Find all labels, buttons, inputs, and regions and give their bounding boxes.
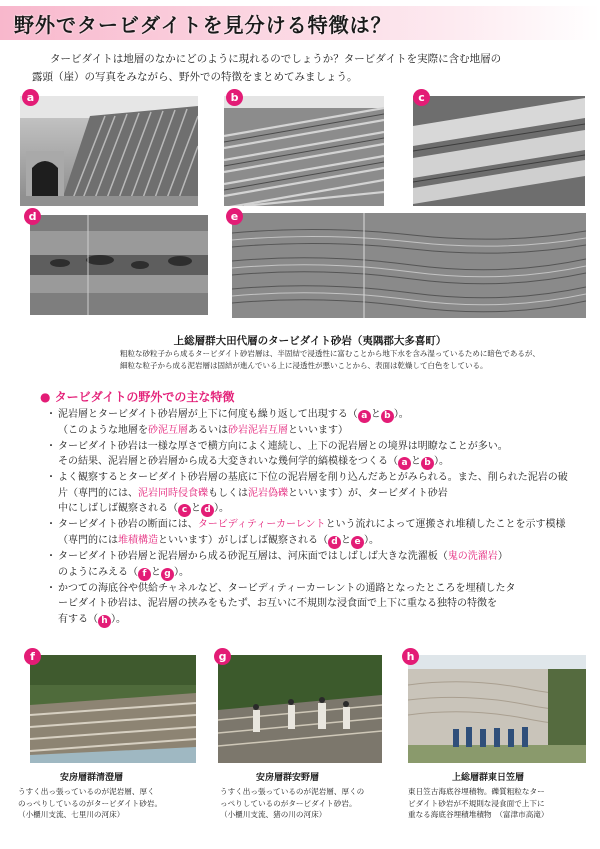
photo-e (232, 213, 586, 318)
feature-item: ・ かつての海底谷や供給チャネルなど、タービディティーカーレントの通路となったところを埋積したタ (58, 581, 568, 597)
photo-d (30, 215, 208, 315)
main-caption-line: 細粒な粒子から成る泥岩層は固結が進んでいる上に浸透性が悪いことから、表面は乾燥して白色をしている。 (120, 361, 488, 370)
ref-label-b: b (381, 410, 394, 423)
photo-h (408, 655, 586, 763)
ref-label-f: f (138, 568, 151, 581)
feature-item-cont: のようにみえる（ f と g ）。 (58, 566, 189, 579)
term-mud-pseudo-clast: 泥岩偽礫 (248, 487, 288, 499)
feature-item: ・ よく観察するとタービダイト砂岩層の基底に下位の泥岩層を削り込んだあとがみられる。また、削られた泥岩の破片（専門的には、泥岩同時侵食礫もしくは泥岩偽礫といいます）が、タービダイト砂岩 (58, 470, 568, 501)
ref-label-e: e (351, 536, 364, 549)
photo-label-b: b (226, 89, 243, 106)
photo-label-e: e (226, 208, 243, 225)
photo-label-f: f (24, 648, 41, 665)
section-bullet-icon: ● (40, 390, 51, 404)
ref-label-d: d (328, 536, 341, 549)
photo-a (20, 96, 198, 206)
term-sandstone-mudstone: 砂岩泥岩互層 (228, 425, 288, 436)
feature-item: ・ タービダイト砂岩の断面には、タービディティーカーレントという流れによって運搬され堆積したことを示す模様（専門的には堆積構造といいます）がしばしば観察される（ d と e ）。 (58, 517, 568, 549)
term-turbidity-current: タービディティーカーレント (197, 519, 326, 531)
photo-label-a: a (22, 89, 39, 106)
main-caption-line: 粗粒な砂粒子から成るタービダイト砂岩層は、半固結で浸透性に富むことから地下水を含み湿っているために暗色であるが、 (120, 349, 540, 358)
term-sand-mud: 砂泥互層 (148, 425, 188, 436)
photo-b (224, 96, 384, 206)
intro-paragraph (32, 50, 572, 86)
photo-label-h: h (402, 648, 419, 665)
feature-item-cont: 有する（ h ）。 (58, 613, 126, 626)
intro-line: タービダイトは地層のなかにどのように現れるのでしょうか？タービダイトを実際に含む地層の (50, 53, 502, 65)
intro-line: 露頭（崖）の写真をみながら、野外での特徴をまとめてみましょう。 (32, 71, 358, 83)
caption-f-desc: うすく出っ張っているのが泥岩層、厚く のっぺりしているのがタービダイト砂岩。 （小櫃川支流、七里川の河床） (18, 787, 163, 819)
photo-label-d: d (24, 208, 41, 225)
ref-label-a: a (398, 457, 411, 470)
feature-item: ・ タービダイト砂岩は一様な厚さで横方向によく連続し、上下の泥岩層との境界は明瞭なことが多い。 (58, 439, 568, 455)
feature-item-cont: 中にしばしば観察される（ c と d ）。 (58, 503, 229, 516)
feature-item: ・ タービダイト砂岩層と泥岩層から成る砂泥互層は、河床面ではしばしば大きな洗濯板（鬼の洗濯岩） (58, 549, 568, 565)
section-title-text: タービダイトの野外での主な特徴 (54, 390, 235, 404)
caption-f-title: 安房層群清澄層 (60, 773, 124, 783)
photo-c (413, 96, 585, 206)
main-caption-desc (120, 348, 590, 372)
main-caption-title: 上総層群大田代層のタービダイト砂岩（夷隅郡大多喜町） (173, 335, 447, 347)
ref-label-h: h (98, 615, 111, 628)
feature-item-cont: ービダイト砂岩は、泥岩層の挟みをもたず、お互いに不規則な浸食面で上下に重なる独特の特徴を (58, 598, 497, 610)
photo-label-c: c (413, 89, 430, 106)
section-title (40, 388, 234, 405)
feature-list (58, 407, 568, 628)
term-oni-no-sentakuiwa: 鬼の洗濯岩 (447, 550, 498, 562)
caption-g-title: 安房層群安野層 (256, 773, 320, 783)
caption-g-desc: うすく出っ張っているのが泥岩層、厚くの っぺりしているのがタービダイト砂岩。 （小櫃川支流、猪の川の河床） (220, 787, 365, 819)
ref-label-d: d (201, 504, 214, 517)
ref-label-g: g (161, 568, 174, 581)
feature-item-cont: （このような地層を砂泥互層あるいは砂岩泥岩互層といいます） (58, 425, 348, 436)
caption-h-title: 上総層群東日笠層 (452, 773, 525, 783)
ref-label-b: b (421, 457, 434, 470)
term-rip-up-clast: 泥岩同時侵食礫 (138, 487, 208, 499)
ref-label-a: a (358, 410, 371, 423)
page-title: 野外でタービダイトを見分ける特徴は？ (14, 13, 392, 37)
feature-item-cont: その結果、泥岩層と砂岩層から成る大変きれいな幾何学的縞模様をつくる（ a と b ）。 (58, 456, 449, 469)
caption-h-desc: 東日笠古海底谷埋積物。礫質粗粒なター ビダイト砂岩が不規則な浸食面で上下に 重なる海底谷埋積堆積物 （富津市高滝） (408, 787, 549, 819)
feature-item: ・ 泥岩層とタービダイト砂岩層が上下に何度も繰り返して出現する（ a と b ）。 (58, 407, 568, 423)
term-sedimentary-structure: 堆積構造 (118, 534, 158, 546)
photo-f (30, 655, 196, 763)
photo-g (218, 655, 382, 763)
ref-label-c: c (178, 504, 191, 517)
photo-label-g: g (214, 648, 231, 665)
